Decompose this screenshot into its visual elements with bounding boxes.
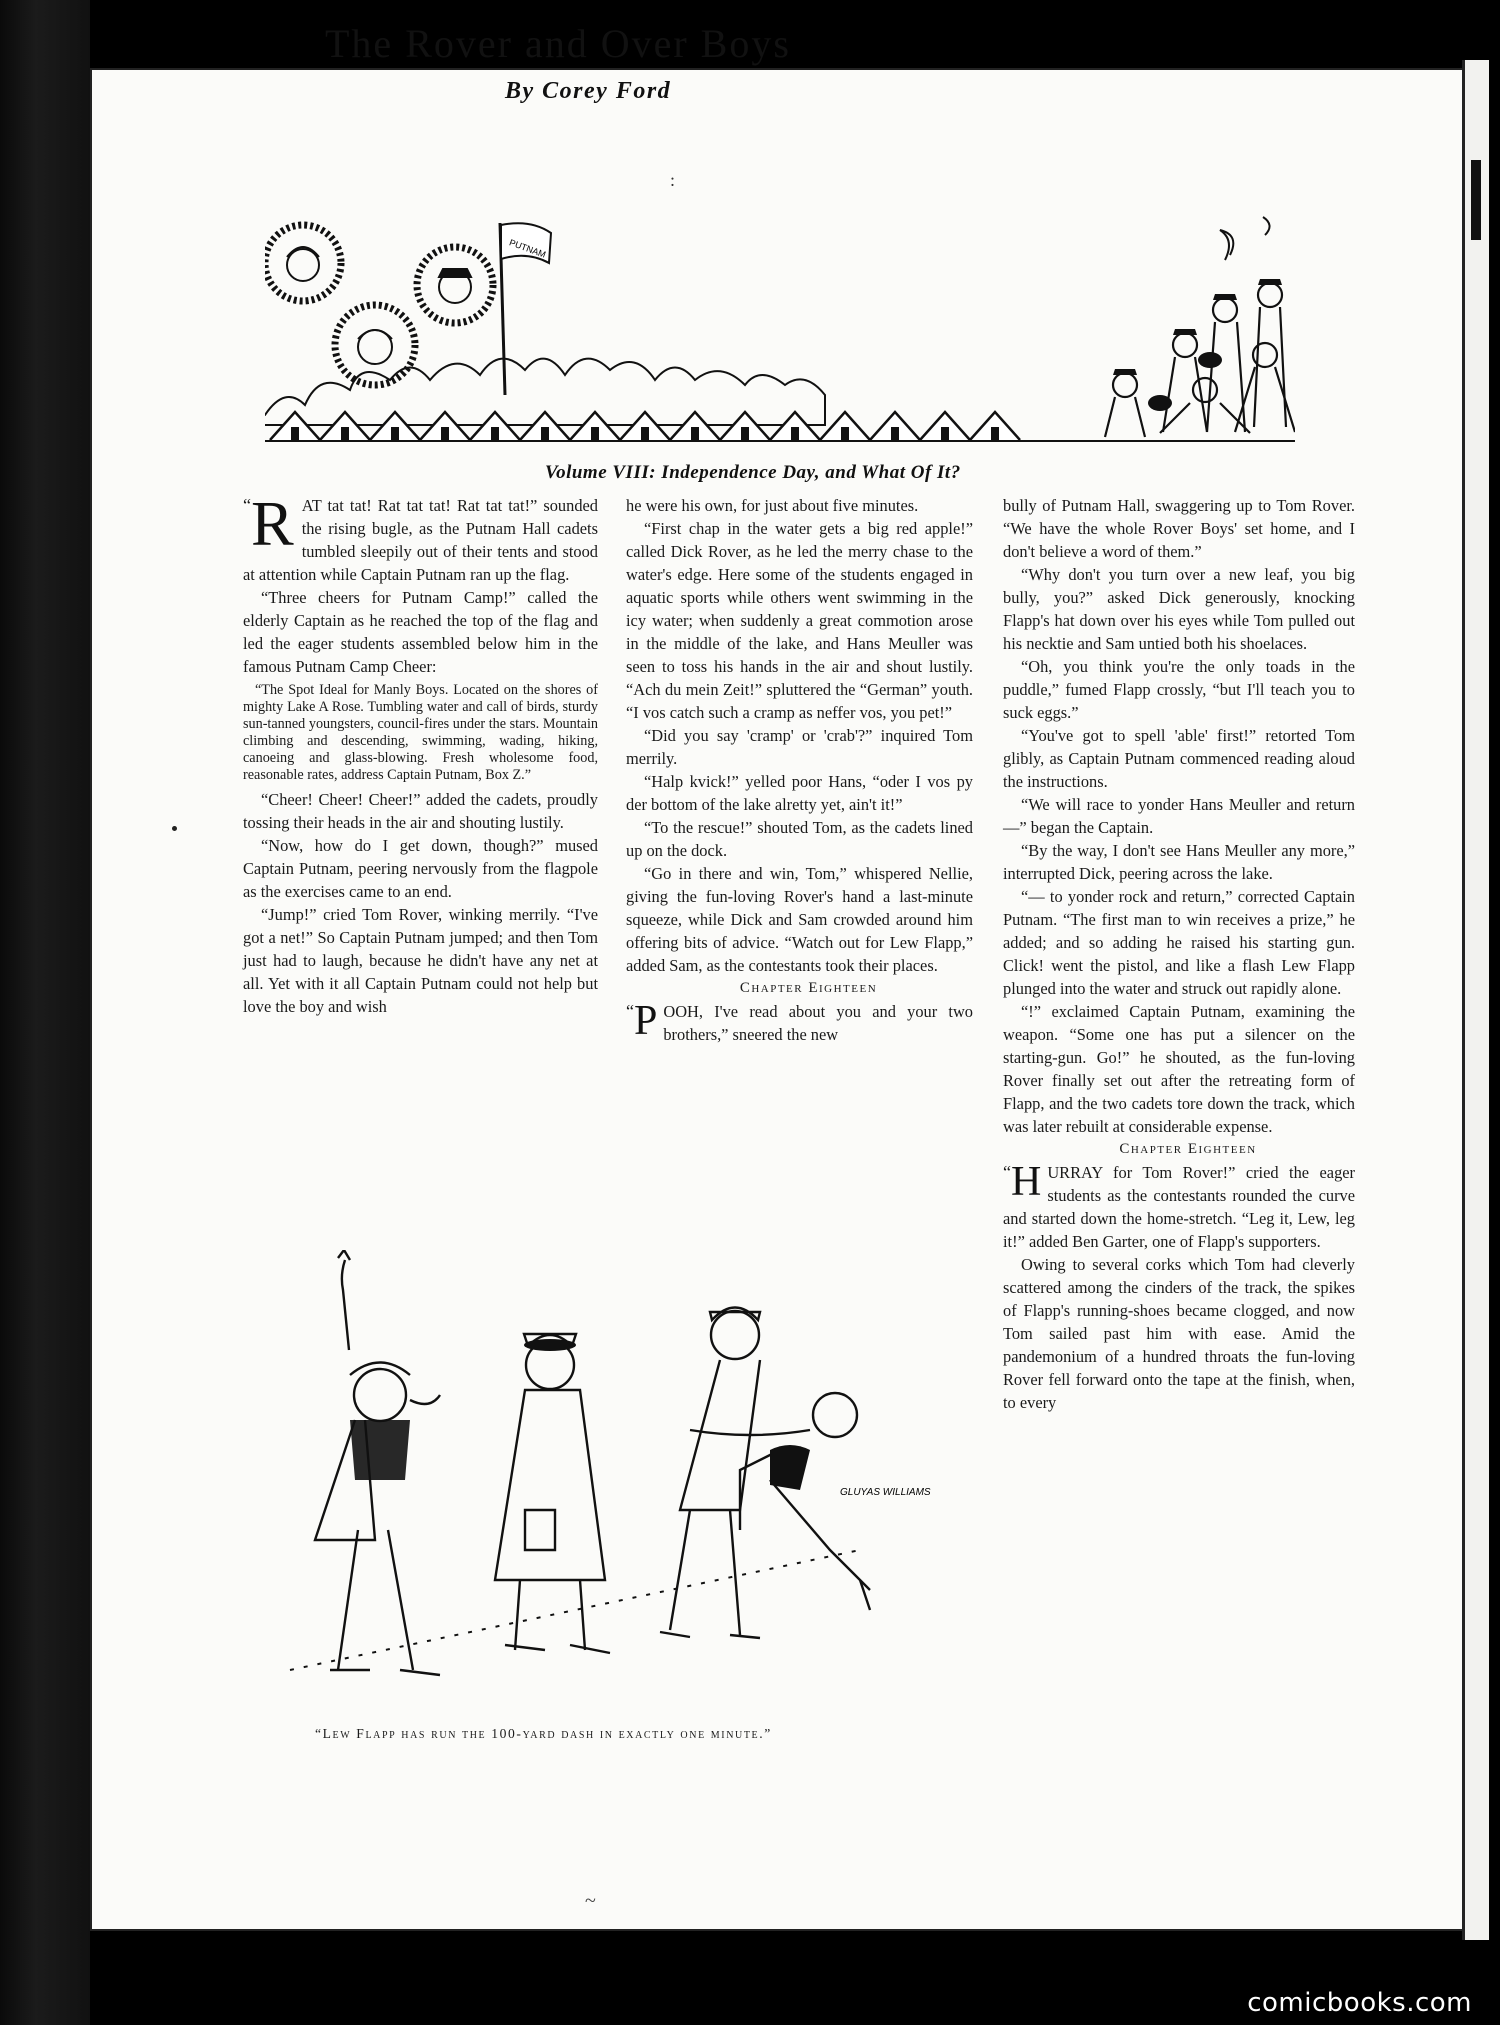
paragraph: “ H URRAY for Tom Rover!” cried the eager students as the contestants rounded the curve and started down the home-stretch. “Leg it, Lew, leg it!” added Ben Garter, one of Flapp's supporters. (1003, 1159, 1355, 1251)
paragraph: he were his own, for just about five minutes. (626, 496, 919, 515)
paragraph: “Three cheers for Putnam Camp!” called the elderly Captain as he reached the top of the flag and led the eager students assembled below him in the famous Putnam Camp Cheer: (243, 588, 598, 676)
paragraph: “Did you say 'cramp' or 'crab'?” inquired Tom merrily. (626, 726, 973, 768)
paragraph: “You've got to spell 'able' first!” retorted Tom glibly, as Captain Putnam commenced reading aloud the instructions. (1003, 726, 1355, 791)
site-watermark: comicbooks.com (1247, 1988, 1472, 2018)
paragraph: “ R AT tat tat! Rat tat tat! Rat tat tat!” sounded the rising bugle, as the Putnam Hall cadets tumbled sleepily out of their tents and stood at attention while Captain Putnam ran up the flag. (243, 488, 598, 584)
paragraph: “To the rescue!” shouted Tom, as the cadets lined up on the dock. (626, 818, 973, 860)
drop-cap: R (251, 488, 294, 559)
page-mark: : (670, 170, 676, 190)
camp-cheer-quote: “The Spot Ideal for Manly Boys. Located on the shores of mighty Lake A Rose. Tumbling water and call of birds, sturdy sun-tanned youngsters, council-fires under the stars. Mountain climbing and descending, swimming, wading, hiking, canoeing and glass-blowing. Fresh wholesome food, reasonable rates, address Captain Putnam, Box Z.” (243, 682, 598, 783)
author-byline: By Corey Ford (505, 78, 672, 104)
drop-cap: H (1011, 1159, 1042, 1205)
episode-subtitle: Volume VIII: Independence Day, and What Of It? (545, 462, 961, 483)
title-banner (265, 215, 1295, 445)
paragraph: bully of Putnam Hall, swaggering up to Tom Rover. “We have the whole Rover Boys' set home, and I don't believe a word of them.” (1003, 496, 1355, 561)
paragraph: Owing to several corks which Tom had cleverly scattered among the cinders of the track, the spikes of Flapp's running-shoes became clogged, and now Tom sailed past him with ease. Amid the pandemonium of a hundred throats the fun-loving Rover fell forward onto the tape at the finish, when, to every (1003, 1255, 1355, 1412)
paragraph: “We will race to yonder Hans Meuller and return—” began the Captain. (1003, 795, 1355, 837)
illustration-caption: “Lew Flapp has run the 100-yard dash in exactly one minute.” (315, 1726, 772, 1741)
cartoon-illustration (250, 1250, 980, 1690)
drop-cap: P (634, 998, 658, 1044)
paragraph: “Halp kvick!” yelled poor Hans, “oder I vos py der bottom of the lake alretty yet, ain't it!” (626, 772, 973, 814)
paragraph: “Cheer! Cheer! Cheer!” added the cadets, proudly tossing their heads in the air and shouting lustily. (243, 790, 598, 832)
flag-label: PUTNAM (507, 237, 548, 260)
paragraph: “— to yonder rock and return,” corrected Captain Putnam. “The first man to win receives a prize,” he added; and so adding he raised his starting gun. Click! went the pistol, and like a flash Lew Flapp plunged into the water and struck out rapidly alone. (1003, 887, 1355, 998)
page-mark: ~ (585, 1890, 596, 1912)
next-page-edge (1462, 60, 1489, 1940)
artist-signature: GLUYAS WILLIAMS (840, 1487, 931, 1498)
paragraph: “!” exclaimed Captain Putnam, examining the weapon. “Some one has put a silencer on the starting-gun. Go!” he shouted, as the fun-loving Rover finally set out after the retreating form of Flapp, and the two cadets tore down the track, which was later rebuilt at considerable expense. (1003, 1002, 1355, 1136)
text-column-2 (626, 494, 973, 1046)
scan-left-edge (0, 0, 90, 2025)
article-title: The Rover and Over Boys (325, 21, 791, 66)
chapter-heading: Chapter Eighteen (739, 980, 878, 996)
margin-mark (172, 826, 177, 831)
text-column-1 (243, 488, 598, 1018)
paragraph: “ P OOH, I've read about you and your two brothers,” sneered the new (626, 998, 973, 1044)
text-column-3 (1003, 494, 1355, 1414)
paragraph: “By the way, I don't see Hans Meuller any more,” interrupted Dick, peering across the lake. (1003, 841, 1355, 883)
banner-illustration (265, 215, 1295, 445)
paragraph: “Go in there and win, Tom,” whispered Nellie, giving the fun-loving Rover's hand a last-minute squeeze, while Dick and Sam crowded around him offering bits of advice. “Watch out for Lew Flapp,” added Sam, as the contestants took their places. (626, 864, 973, 975)
paragraph: “Why don't you turn over a new leaf, you big bully, you?” asked Dick generously, knocking Flapp's hat down over his eyes while Tom pulled out his necktie and Sam untied both his shoelaces. (1003, 565, 1355, 653)
paragraph: “Oh, you think you're the only toads in the puddle,” fumed Flapp crossly, “but I'll teach you to suck eggs.” (1003, 657, 1355, 722)
paragraph: “First chap in the water gets a big red apple!” called Dick Rover, as he led the merry chase to the water's edge. Here some of the students engaged in aquatic sports while others went swimming in the icy water; when suddenly a great commotion arose in the middle of the lake, and Hans Meuller was seen to toss his hands in the air and shout lustily. “Ach du mein Zeit!” spluttered the “German” youth. “I vos catch such a cramp as neffer vos, you pet!” (626, 519, 973, 722)
paragraph: “Now, how do I get down, though?” mused Captain Putnam, peering nervously from the flagpole as the exercises came to an end. (243, 836, 598, 901)
paragraph: “Jump!” cried Tom Rover, winking merrily. “I've got a net!” So Captain Putnam jumped; and then Tom just had to laugh, because he didn't have any net at all. Yet with it all Captain Putnam could not help but love the boy and wish (243, 905, 598, 1016)
chapter-heading: Chapter Eighteen (1119, 1141, 1257, 1157)
